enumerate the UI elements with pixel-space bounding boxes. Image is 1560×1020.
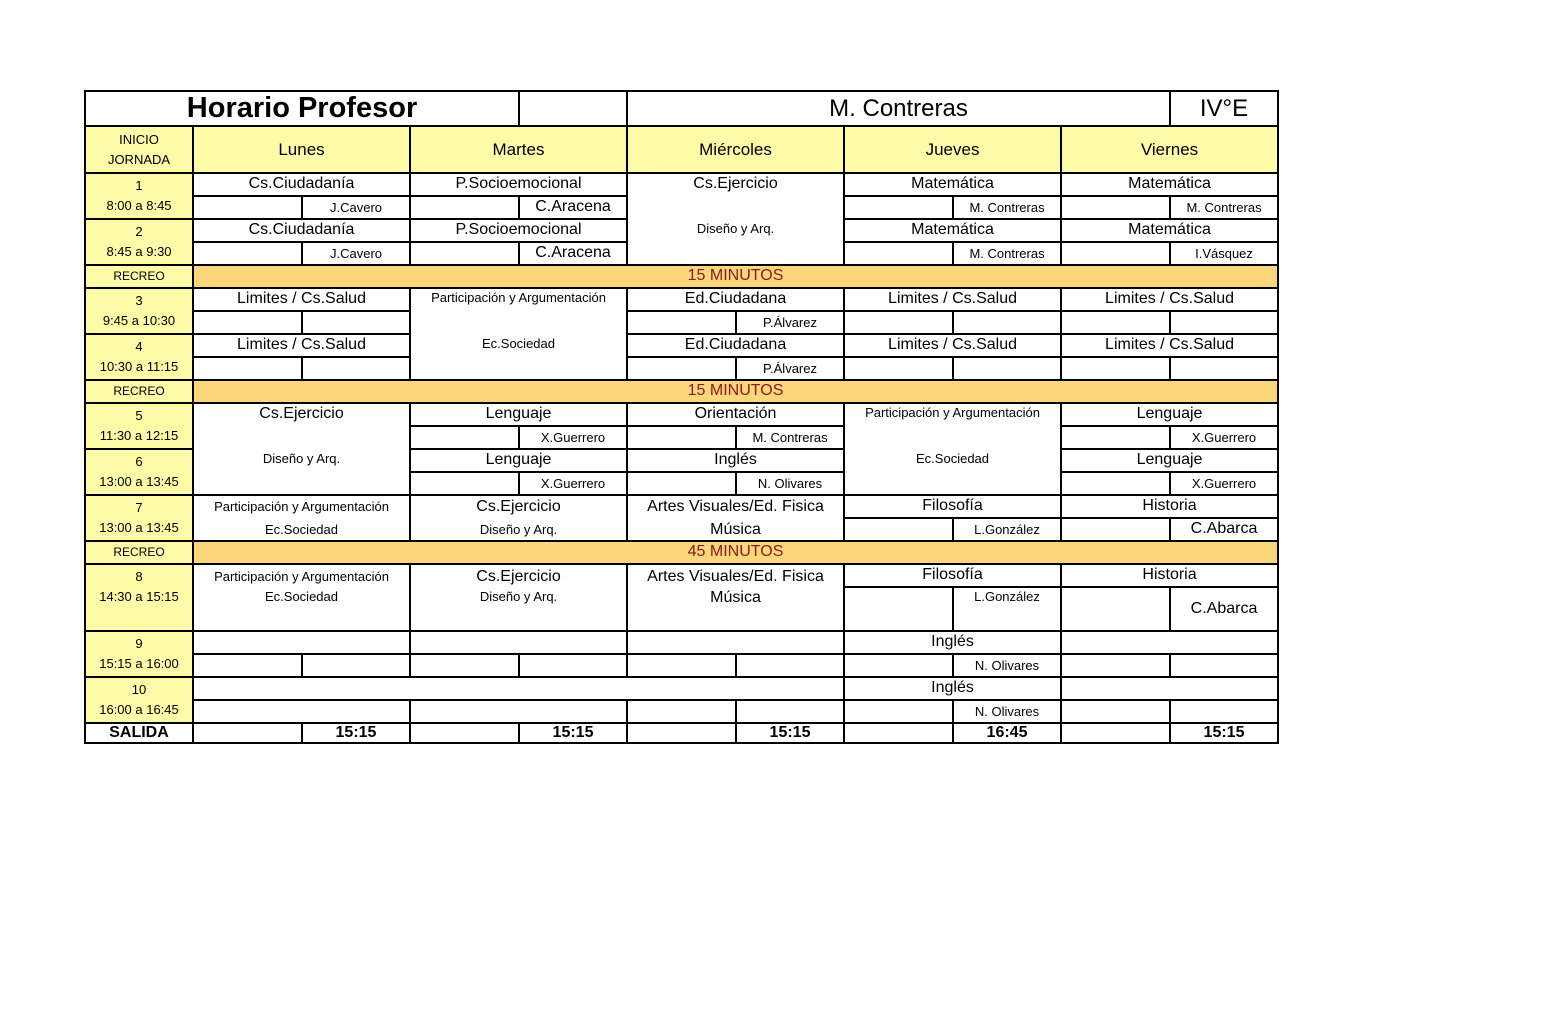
course-label: IV°E <box>1170 91 1278 126</box>
class-subject: Matemática <box>1061 173 1278 196</box>
class-subject: Cs.Ciudadanía <box>193 173 410 196</box>
block-time: 10:30 a 11:15 <box>99 359 179 374</box>
class-cell-merged <box>627 564 844 631</box>
salida-time-miercoles: 15:15 <box>736 723 844 743</box>
recreo-duration: 15 MINUTOS <box>193 265 1278 288</box>
schedule-title: Horario Profesor <box>85 91 519 126</box>
class-subject: Artes Visuales/Ed. Fisica <box>647 498 824 515</box>
empty-cell <box>1061 242 1170 265</box>
class-cell-merged <box>410 495 627 541</box>
block-number: 8 <box>135 569 143 584</box>
recreo-label: RECREO <box>85 541 193 564</box>
corner-line1: INICIO <box>119 131 159 147</box>
empty-cell <box>844 654 953 677</box>
class-subject: Filosofía <box>844 495 1061 518</box>
block-number: 4 <box>135 339 143 354</box>
empty-cell <box>1170 654 1278 677</box>
class-cell-merged <box>627 173 844 265</box>
empty-cell <box>410 700 627 723</box>
empty-cell <box>1061 723 1170 743</box>
class-subject: Limites / Cs.Salud <box>844 334 1061 357</box>
class-subject: Artes Visuales/Ed. Fisica <box>647 568 824 585</box>
block-label <box>85 631 193 677</box>
block-time: 11:30 a 12:15 <box>99 428 179 443</box>
empty-cell <box>519 654 627 677</box>
block-time: 15:15 a 16:00 <box>99 656 179 671</box>
teacher-cell: M. Contreras <box>1170 196 1278 219</box>
class-subtitle: Música <box>710 521 761 538</box>
teacher-cell: X.Guerrero <box>519 426 627 449</box>
empty-cell <box>193 311 302 334</box>
block-label <box>85 677 193 723</box>
class-cell-merged <box>410 564 627 631</box>
teacher-cell: P.Álvarez <box>736 357 844 380</box>
class-subject: Inglés <box>844 631 1061 654</box>
block-time: 13:00 a 13:45 <box>99 474 179 489</box>
empty-cell <box>627 700 736 723</box>
teacher-cell: X.Guerrero <box>519 472 627 495</box>
class-subtitle: Ec.Sociedad <box>482 336 555 351</box>
empty-cell <box>627 723 736 743</box>
block-number: 7 <box>135 500 143 515</box>
empty-cell <box>1170 357 1278 380</box>
teacher-cell: M. Contreras <box>953 242 1061 265</box>
block-time: 13:00 a 13:45 <box>99 520 179 535</box>
class-subject: Limites / Cs.Salud <box>1061 288 1278 311</box>
class-subject: Lenguaje <box>1061 403 1278 426</box>
block-label <box>85 334 193 380</box>
empty-cell <box>302 357 410 380</box>
empty-cell <box>1170 700 1278 723</box>
recreo-duration: 15 MINUTOS <box>193 380 1278 403</box>
block-number: 3 <box>135 293 143 308</box>
empty-cell <box>302 654 410 677</box>
empty-cell <box>193 700 410 723</box>
block-label <box>85 173 193 219</box>
empty-cell <box>1061 587 1170 631</box>
empty-cell <box>844 700 953 723</box>
empty-cell <box>410 196 519 219</box>
teacher-cell: J.Cavero <box>302 196 410 219</box>
empty-cell <box>1061 426 1170 449</box>
block-number: 9 <box>135 636 143 651</box>
class-subject: P.Socioemocional <box>410 219 627 242</box>
empty-cell <box>302 311 410 334</box>
empty-cell <box>844 357 953 380</box>
block-number: 5 <box>135 408 143 423</box>
teacher-cell: N. Olivares <box>953 700 1061 723</box>
day-header-jueves: Jueves <box>844 126 1061 173</box>
class-subject: Cs.Ejercicio <box>476 498 561 515</box>
class-subject: Historia <box>1061 564 1278 587</box>
day-header-viernes: Viernes <box>1061 126 1278 173</box>
block-time: 16:00 a 16:45 <box>99 702 179 717</box>
class-subject: Inglés <box>627 449 844 472</box>
teacher-cell: X.Guerrero <box>1170 472 1278 495</box>
salida-time-martes: 15:15 <box>519 723 627 743</box>
empty-cell <box>627 472 736 495</box>
empty-cell <box>410 426 519 449</box>
empty-cell <box>844 242 953 265</box>
teacher-cell: M. Contreras <box>736 426 844 449</box>
class-subject: Lenguaje <box>1061 449 1278 472</box>
class-subject: Limites / Cs.Salud <box>844 288 1061 311</box>
class-subtitle: Diseño y Arq. <box>262 451 341 466</box>
empty-cell <box>1061 631 1278 654</box>
class-subtitle: Ec.Sociedad <box>265 522 338 537</box>
class-subject: Limites / Cs.Salud <box>193 288 410 311</box>
empty-cell <box>844 587 953 631</box>
teacher-cell: P.Álvarez <box>736 311 844 334</box>
block-number: 1 <box>135 178 143 193</box>
block-label <box>85 564 193 631</box>
empty-cell <box>627 357 736 380</box>
teacher-cell: C.Aracena <box>519 242 627 265</box>
empty-cell <box>1170 311 1278 334</box>
schedule-table <box>84 90 1279 744</box>
empty-cell <box>627 654 736 677</box>
class-subtitle: Ec.Sociedad <box>265 589 338 604</box>
empty-cell <box>736 654 844 677</box>
empty-cell <box>1061 196 1170 219</box>
empty-cell <box>193 357 302 380</box>
empty-cell <box>844 723 953 743</box>
empty-cell <box>410 472 519 495</box>
block-number: 10 <box>131 682 147 697</box>
recreo-label: RECREO <box>85 380 193 403</box>
empty-cell <box>627 426 736 449</box>
empty-cell <box>410 723 519 743</box>
block-label <box>85 495 193 541</box>
salida-time-viernes: 15:15 <box>1170 723 1278 743</box>
class-subject: Cs.Ejercicio <box>693 175 778 192</box>
empty-cell <box>410 242 519 265</box>
class-subject: Cs.Ciudadanía <box>193 219 410 242</box>
empty-cell <box>1061 654 1170 677</box>
class-subtitle: Ec.Sociedad <box>916 451 990 466</box>
teacher-cell: L.González <box>953 518 1061 541</box>
class-subject: Lenguaje <box>410 449 627 472</box>
class-subject: Limites / Cs.Salud <box>1061 334 1278 357</box>
teacher-cell: I.Vásquez <box>1170 242 1278 265</box>
empty-cell <box>953 357 1061 380</box>
class-subject: Historia <box>1061 495 1278 518</box>
class-subject: Cs.Ejercicio <box>476 568 561 585</box>
class-subject: Cs.Ejercicio <box>259 405 344 422</box>
empty-cell <box>844 518 953 541</box>
teacher-cell: X.Guerrero <box>1170 426 1278 449</box>
block-label <box>85 288 193 334</box>
empty-cell <box>1061 472 1170 495</box>
salida-time-lunes: 15:15 <box>302 723 410 743</box>
block-time: 8:45 a 9:30 <box>106 244 172 259</box>
class-subject: Matemática <box>844 219 1061 242</box>
empty-cell <box>193 677 844 700</box>
class-subject: Filosofía <box>844 564 1061 587</box>
class-subtitle: Diseño y Arq. <box>479 589 558 604</box>
block-label <box>85 219 193 265</box>
block-time: 9:45 a 10:30 <box>102 313 176 328</box>
salida-time-jueves: 16:45 <box>953 723 1061 743</box>
block-label <box>85 403 193 449</box>
class-cell-merged <box>410 288 627 380</box>
class-subject: Matemática <box>1061 219 1278 242</box>
empty-cell <box>193 196 302 219</box>
class-subtitle: Música <box>710 589 761 606</box>
block-number: 6 <box>135 454 143 469</box>
day-header-lunes: Lunes <box>193 126 410 173</box>
empty-cell <box>410 654 519 677</box>
class-cell-merged <box>193 403 410 495</box>
teacher-cell: C.Aracena <box>519 196 627 219</box>
class-subject: Participación y Argumentación <box>865 405 1040 420</box>
empty-cell <box>1061 518 1170 541</box>
day-header-martes: Martes <box>410 126 627 173</box>
day-header-miercoles: Miércoles <box>627 126 844 173</box>
class-subject: P.Socioemocional <box>410 173 627 196</box>
class-subject: Ed.Ciudadana <box>627 288 844 311</box>
empty-cell <box>1061 700 1170 723</box>
corner-header <box>85 126 193 173</box>
block-label <box>85 449 193 495</box>
class-subject: Participación y Argumentación <box>214 569 389 584</box>
class-subject: Inglés <box>844 677 1061 700</box>
teacher-cell: N. Olivares <box>953 654 1061 677</box>
class-subject: Participación y Argumentación <box>214 499 389 514</box>
empty-cell <box>844 311 953 334</box>
class-cell-merged <box>193 564 410 631</box>
teacher-cell: C.Abarca <box>1170 518 1278 541</box>
title-blank-cell <box>519 91 627 126</box>
class-subject: Participación y Argumentación <box>431 290 606 305</box>
teacher-cell: N. Olivares <box>736 472 844 495</box>
empty-cell <box>193 242 302 265</box>
class-cell-merged <box>844 403 1061 495</box>
block-time: 8:00 a 8:45 <box>106 198 172 213</box>
empty-cell <box>410 631 627 654</box>
teacher-cell: J.Cavero <box>302 242 410 265</box>
recreo-label: RECREO <box>85 265 193 288</box>
empty-cell <box>627 631 844 654</box>
teacher-cell: C.Abarca <box>1170 587 1278 631</box>
empty-cell <box>193 631 410 654</box>
class-subject: Matemática <box>844 173 1061 196</box>
empty-cell <box>1061 357 1170 380</box>
class-subject: Lenguaje <box>410 403 627 426</box>
empty-cell <box>953 311 1061 334</box>
empty-cell <box>627 311 736 334</box>
empty-cell <box>1061 311 1170 334</box>
empty-cell <box>736 700 844 723</box>
empty-cell <box>193 654 302 677</box>
salida-label: SALIDA <box>85 723 193 743</box>
empty-cell <box>193 723 302 743</box>
teacher-name: M. Contreras <box>627 91 1170 126</box>
block-number: 2 <box>135 224 143 239</box>
teacher-cell: L.González <box>953 587 1061 631</box>
recreo-duration: 45 MINUTOS <box>193 541 1278 564</box>
class-cell-merged <box>193 495 410 541</box>
class-subject: Orientación <box>627 403 844 426</box>
block-time: 14:30 a 15:15 <box>99 589 179 604</box>
class-subject: Ed.Ciudadana <box>627 334 844 357</box>
corner-line2: JORNADA <box>107 151 171 167</box>
class-subtitle: Diseño y Arq. <box>479 522 558 537</box>
class-cell-merged <box>627 495 844 541</box>
empty-cell <box>1061 677 1278 700</box>
class-subtitle: Diseño y Arq. <box>696 221 775 236</box>
teacher-cell: M. Contreras <box>953 196 1061 219</box>
class-subject: Limites / Cs.Salud <box>193 334 410 357</box>
empty-cell <box>844 196 953 219</box>
